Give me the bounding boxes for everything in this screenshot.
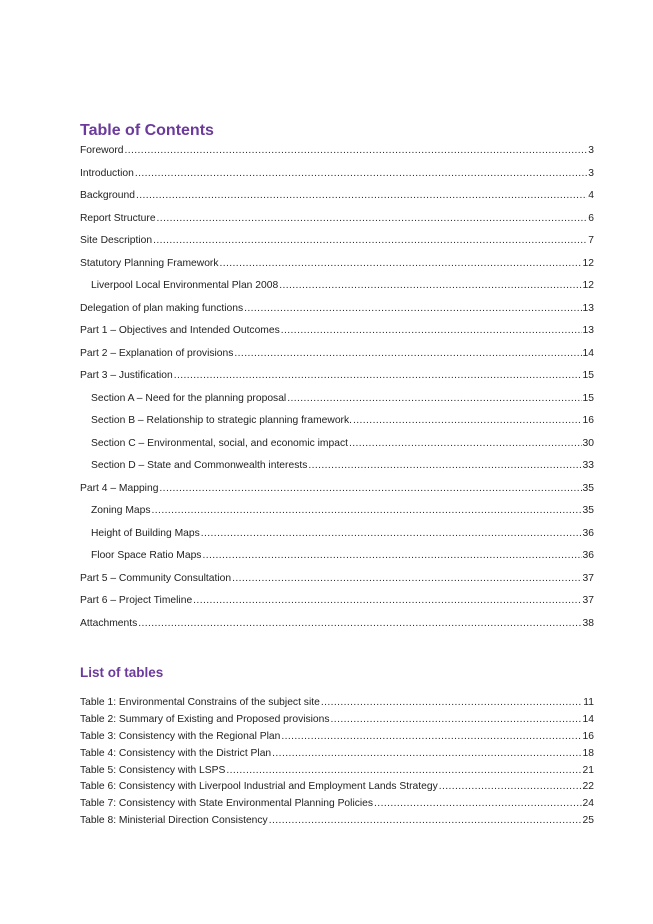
- table-entry-page: 14: [582, 713, 594, 725]
- table-entry-page: 25: [582, 815, 594, 827]
- toc-entry-page: 3: [588, 145, 594, 156]
- table-entry-1[interactable]: [80, 695, 594, 712]
- dot-leader: [157, 208, 588, 231]
- toc-entry-statutory-planning-framework[interactable]: [80, 253, 594, 276]
- table-entry-page: 16: [582, 730, 594, 742]
- table-entry-5[interactable]: [80, 763, 594, 780]
- table-entry-page: 11: [583, 697, 594, 708]
- toc-entry-page: 38: [582, 617, 594, 629]
- toc-entry-part-3[interactable]: [80, 365, 594, 388]
- toc-list: [80, 140, 594, 635]
- toc-entry-label: Section D – State and Commonwealth interests: [91, 460, 308, 471]
- toc-entry-introduction[interactable]: [80, 163, 594, 186]
- table-entry-label: Table 5: Consistency with LSPS: [80, 764, 226, 776]
- toc-entry-label: Site Description: [80, 235, 153, 246]
- toc-entry-report-structure[interactable]: [80, 208, 594, 231]
- toc-entry-delegation[interactable]: [80, 298, 594, 321]
- toc-entry-label: Floor Space Ratio Maps: [91, 550, 202, 561]
- dot-leader: [374, 796, 581, 813]
- dot-leader: [279, 275, 581, 298]
- toc-entry-label: Section A – Need for the planning proposal: [91, 392, 287, 404]
- dot-leader: [174, 365, 582, 388]
- dot-leader: [349, 433, 582, 456]
- dot-leader: [281, 729, 581, 746]
- toc-entry-liverpool-lep-2008[interactable]: [80, 275, 594, 298]
- toc-entry-section-c[interactable]: [80, 433, 594, 456]
- toc-entry-page: 36: [582, 527, 594, 539]
- toc-entry-height-of-building-maps[interactable]: [80, 523, 594, 546]
- dot-leader: [136, 185, 587, 208]
- toc-entry-page: 13: [582, 325, 594, 336]
- toc-entry-label: Report Structure: [80, 212, 156, 224]
- toc-entry-page: 12: [582, 280, 594, 291]
- table-entry-label: Table 6: Consistency with Liverpool Industrial and Employment Lands Strategy: [80, 781, 438, 793]
- dot-leader: [193, 590, 581, 613]
- toc-entry-page: 13: [582, 302, 594, 314]
- toc-entry-page: 35: [582, 482, 594, 494]
- list-of-tables: [80, 695, 594, 830]
- toc-entry-page: 16: [582, 415, 594, 426]
- toc-entry-label: Height of Building Maps: [91, 527, 200, 539]
- dot-leader: [281, 320, 582, 343]
- dot-leader: [159, 478, 581, 501]
- toc-entry-page: 37: [582, 595, 594, 606]
- toc-entry-label: Part 1 – Objectives and Intended Outcomes: [80, 325, 280, 336]
- dot-leader: [353, 410, 582, 433]
- toc-entry-site-description[interactable]: [80, 230, 594, 253]
- dot-leader: [226, 763, 581, 780]
- toc-entry-page: 3: [588, 167, 594, 179]
- toc-entry-section-a[interactable]: [80, 388, 594, 411]
- toc-entry-page: 35: [582, 505, 594, 516]
- table-entry-page: 18: [582, 747, 594, 759]
- dot-leader: [201, 523, 582, 546]
- toc-entry-label: Statutory Planning Framework: [80, 257, 219, 269]
- toc-entry-label: Background: [80, 190, 135, 201]
- toc-entry-page: 14: [582, 347, 594, 359]
- dot-leader: [331, 712, 582, 729]
- dot-leader: [287, 388, 581, 411]
- toc-entry-page: 30: [582, 437, 594, 449]
- toc-entry-page: 7: [588, 235, 594, 246]
- toc-entry-page: 12: [582, 257, 594, 269]
- toc-entry-page: 15: [582, 370, 594, 381]
- toc-entry-part-1[interactable]: [80, 320, 594, 343]
- dot-leader: [138, 613, 581, 636]
- table-entry-7[interactable]: [80, 796, 594, 813]
- toc-entry-label: Delegation of plan making functions: [80, 302, 244, 314]
- toc-entry-label: Part 3 – Justification: [80, 370, 173, 381]
- toc-entry-section-b[interactable]: [80, 410, 594, 433]
- toc-entry-label: Attachments: [80, 617, 138, 629]
- dot-leader: [269, 813, 582, 830]
- toc-entry-page: 33: [582, 460, 594, 471]
- toc-entry-section-d[interactable]: [80, 455, 594, 478]
- toc-entry-page: 6: [588, 212, 594, 224]
- toc-entry-page: 15: [582, 392, 594, 404]
- toc-entry-floor-space-ratio-maps[interactable]: [80, 545, 594, 568]
- dot-leader: [125, 140, 588, 163]
- toc-entry-label: Section B – Relationship to strategic planning framework.: [91, 415, 352, 426]
- dot-leader: [308, 455, 581, 478]
- toc-entry-part-4[interactable]: [80, 478, 594, 501]
- toc-entry-page: 37: [582, 572, 594, 584]
- toc-title: Table of Contents: [80, 122, 214, 139]
- dot-leader: [152, 500, 582, 523]
- table-entry-label: Table 7: Consistency with State Environmental Planning Policies: [80, 798, 374, 810]
- toc-entry-label: Part 6 – Project Timeline: [80, 595, 193, 606]
- toc-entry-background[interactable]: [80, 185, 594, 208]
- table-entry-label: Table 2: Summary of Existing and Proposed provisions: [80, 713, 330, 725]
- table-entry-page: 24: [582, 798, 594, 810]
- toc-entry-zoning-maps[interactable]: [80, 500, 594, 523]
- list-of-tables-title: List of tables: [80, 665, 164, 680]
- toc-entry-attachments[interactable]: [80, 613, 594, 636]
- dot-leader: [135, 163, 587, 186]
- toc-entry-part-5[interactable]: [80, 568, 594, 591]
- table-entry-label: Table 1: Environmental Constrains of the subject site: [80, 697, 320, 708]
- toc-entry-part-2[interactable]: [80, 343, 594, 366]
- toc-entry-page: 4: [588, 190, 594, 201]
- table-entry-page: 22: [582, 781, 594, 793]
- dot-leader: [153, 230, 587, 253]
- table-entry-8[interactable]: [80, 813, 594, 830]
- dot-leader: [220, 253, 582, 276]
- toc-entry-label: Section C – Environmental, social, and economic impact: [91, 437, 348, 449]
- table-entry-label: Table 3: Consistency with the Regional Plan: [80, 730, 281, 742]
- dot-leader: [234, 343, 581, 366]
- toc-entry-label: Liverpool Local Environmental Plan 2008: [91, 280, 279, 291]
- table-entry-3[interactable]: [80, 729, 594, 746]
- toc-entry-label: Zoning Maps: [91, 505, 151, 516]
- dot-leader: [232, 568, 581, 591]
- dot-leader: [272, 746, 581, 763]
- table-entry-label: Table 8: Ministerial Direction Consistency: [80, 815, 268, 827]
- dot-leader: [244, 298, 581, 321]
- toc-entry-label: Foreword: [80, 145, 124, 156]
- toc-entry-label: Part 2 – Explanation of provisions: [80, 347, 234, 359]
- dot-leader: [439, 779, 582, 796]
- table-entry-4[interactable]: [80, 746, 594, 763]
- table-entry-page: 21: [582, 764, 594, 776]
- toc-entry-foreword[interactable]: [80, 140, 594, 163]
- toc-entry-label: Part 4 – Mapping: [80, 482, 159, 494]
- toc-entry-label: Introduction: [80, 167, 134, 179]
- toc-entry-label: Part 5 – Community Consultation: [80, 572, 232, 584]
- toc-entry-page: 36: [582, 550, 594, 561]
- toc-entry-part-6[interactable]: [80, 590, 594, 613]
- table-entry-6[interactable]: [80, 779, 594, 796]
- dot-leader: [202, 545, 581, 568]
- dot-leader: [321, 695, 582, 712]
- table-entry-2[interactable]: [80, 712, 594, 729]
- table-entry-label: Table 4: Consistency with the District Plan: [80, 747, 272, 759]
